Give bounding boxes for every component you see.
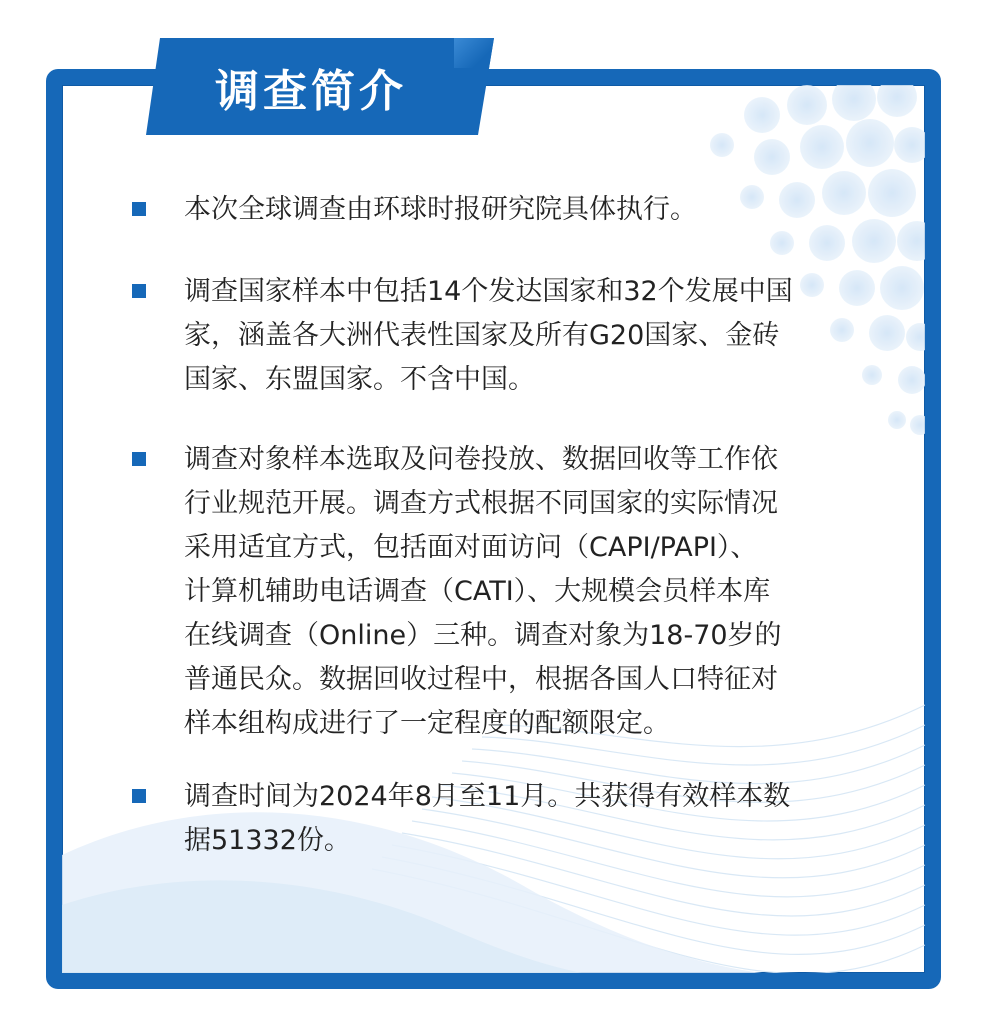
square-bullet-icon xyxy=(132,202,146,216)
square-bullet-icon xyxy=(132,452,146,466)
list-item-text: 本次全球调查由环球时报研究院具体执行。 xyxy=(184,194,697,225)
list-item xyxy=(128,270,868,402)
square-bullet-icon xyxy=(132,284,146,298)
list-item-text: 调查时间为2024年8月至11月。共获得有效样本数 据51332份。 xyxy=(184,781,791,856)
square-bullet-icon xyxy=(132,789,146,803)
list-item xyxy=(128,188,868,232)
page-title: 调查简介 xyxy=(215,65,407,117)
list-item xyxy=(128,438,868,746)
list-item xyxy=(128,775,868,863)
list-item-text: 调查对象样本选取及问卷投放、数据回收等工作依 行业规范开展。调查方式根据不同国家的实际情况 采用适宜方式，包括面对面访问（CAPI/PAPI）、 计算机辅助电话调查（CATI）、大规模会员样本库 在线调查（Online）三种。调查对象为18-70岁的 普通民众。数据回收过程中，根据各国人口特征对 样本组构成进行了一定程度的配额限定。 xyxy=(184,444,782,739)
list-item-text: 调查国家样本中包括14个发达国家和32个发展中国 家，涵盖各大洲代表性国家及所有G20国家、金砖 国家、东盟国家。不含中国。 xyxy=(184,276,793,395)
